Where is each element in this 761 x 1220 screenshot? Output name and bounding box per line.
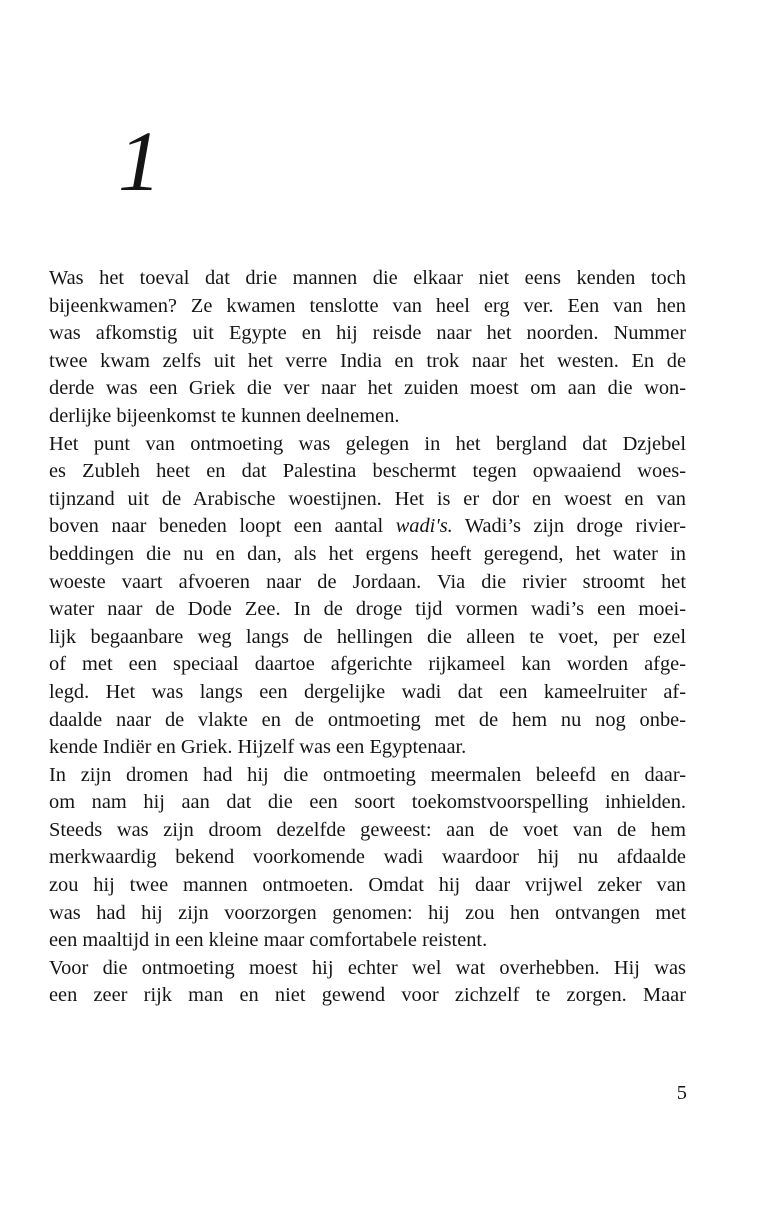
text-line: Voor die ontmoeting moest hij echter wel wat overhebben. Hij was <box>49 956 686 979</box>
text-line: daalde naar de vlakte en de ontmoeting met de hem nu nog onbe- <box>49 708 686 731</box>
text-line: es Zubleh heet en dat Palestina beschermt tegen opwaaiend woes- <box>49 460 686 483</box>
text-line: woeste vaart afvoeren naar de Jordaan. Via die rivier stroomt het <box>49 570 686 593</box>
text-line: beddingen die nu en dan, als het ergens heeft geregend, het water in <box>49 542 686 565</box>
text-line: was afkomstig uit Egypte en hij reisde naar het noorden. Nummer <box>49 322 686 345</box>
text-line-with-italic <box>49 513 686 541</box>
text-line: een zeer rijk man en niet gewend voor zichzelf te zorgen. Maar <box>49 984 686 1007</box>
text-line: twee kwam zelfs uit het verre India en trok naar het westen. En de <box>49 349 686 372</box>
text-line: of met een speciaal daartoe afgerichte rijkameel kan worden afge- <box>49 653 686 676</box>
text-segment: Wadi’s zijn droge rivier- <box>452 515 687 538</box>
text-line: een maaltijd in een kleine maar comfortabele reistent. <box>49 929 488 952</box>
text-line: tijnzand uit de Arabische woestijnen. Het is er dor en woest en van <box>49 487 686 510</box>
chapter-number: 1 <box>118 113 161 209</box>
body-text <box>49 265 686 1010</box>
text-line: was had hij zijn voorzorgen genomen: hij zou hen ontvangen met <box>49 901 686 924</box>
text-line: om nam hij aan dat die een soort toekomstvoorspelling inhielden. <box>49 791 686 814</box>
text-line: water naar de Dode Zee. In de droge tijd vormen wadi’s een moei- <box>49 598 686 621</box>
text-line: kende Indiër en Griek. Hijzelf was een Egyptenaar. <box>49 736 467 759</box>
text-line: Was het toeval dat drie mannen die elkaar niet eens kenden toch <box>49 267 686 289</box>
text-line: In zijn dromen had hij die ontmoeting meermalen beleefd en daar- <box>49 763 686 786</box>
text-line: Het punt van ontmoeting was gelegen in het bergland dat Dzjebel <box>49 432 686 455</box>
text-line: derlijke bijeenkomst te kunnen deelnemen. <box>49 404 400 427</box>
page-number: 5 <box>676 1082 687 1104</box>
paragraph-3 <box>49 762 686 955</box>
paragraph-4 <box>49 955 686 1010</box>
text-line: Steeds was zijn droom dezelfde geweest: aan de voet van de hem <box>49 818 686 841</box>
paragraph-2 <box>49 431 686 762</box>
text-line: bijeenkwamen? Ze kwamen tenslotte van heel erg ver. Een van hen <box>49 294 686 317</box>
paragraph-1 <box>49 265 686 431</box>
text-segment: boven naar beneden loopt een aantal <box>49 515 396 538</box>
text-line: merkwaardig bekend voorkomende wadi waardoor hij nu afdaalde <box>49 846 686 869</box>
italic-term: wadi's. <box>395 515 453 538</box>
text-line: legd. Het was langs een dergelijke wadi dat een kameelruiter af- <box>49 680 686 703</box>
text-line: derde was een Griek die ver naar het zuiden moest om aan die won- <box>49 377 686 400</box>
text-line: zou hij twee mannen ontmoeten. Omdat hij daar vrijwel zeker van <box>49 874 686 897</box>
text-line: lijk begaanbare weg langs de hellingen die alleen te voet, per ezel <box>49 625 686 648</box>
